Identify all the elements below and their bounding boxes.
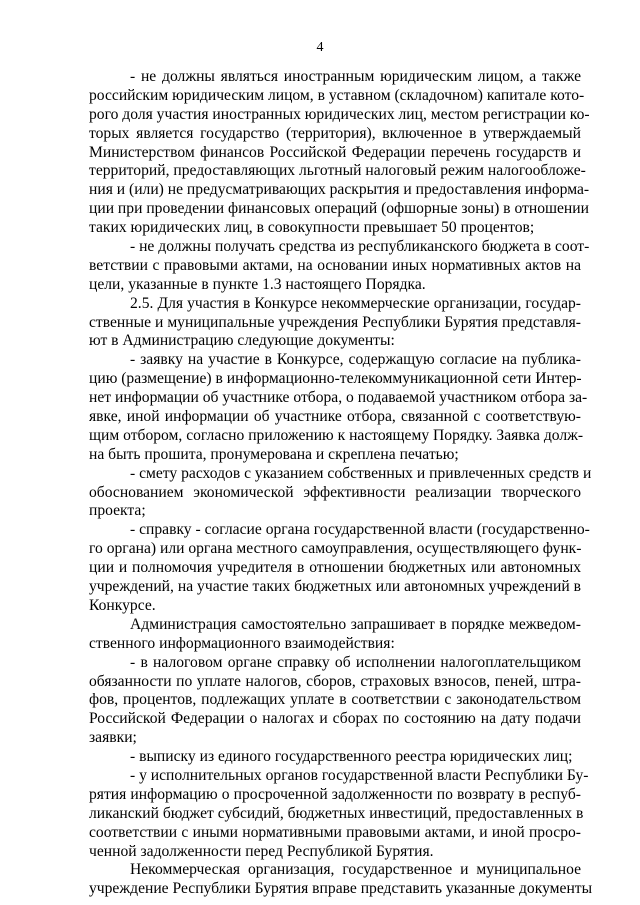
text-line: ченной задолженности перед Республикой Бурятия. [89,842,434,860]
text-line: - у исполнительных органов государственной власти Республики Бу- [130,766,589,784]
text-line: ственные и муниципальные учреждения Республики Бурятия представля- [89,313,581,331]
text-line: го органа) или органа местного самоуправления, осуществляющего функ- [89,540,582,558]
text-line: ния и (или) не предусматривающих раскрытия и предоставления информа- [89,181,590,199]
text-line: рого доля участия иностранных юридических лиц, местом регистрации ко- [89,105,590,123]
text-line: таких юридических лиц, в совокупности превышает 50 процентов; [89,219,535,237]
text-line: ликанский бюджет субсидий, бюджетных инвестиций, предоставленных в [89,804,584,822]
text-line: ственного информационного взаимодействия: [89,634,395,652]
text-line: российским юридическим лицом, в уставном (складочном) капитале кото- [89,86,585,104]
text-line: Конкурсе. [89,596,156,614]
text-line: на быть прошита, пронумерована и скреплена печатью; [89,445,459,463]
text-line: 2.5. Для участия в Конкурсе некоммерческие организации, государ- [130,294,581,312]
text-line: территорий, предоставляющих льготный налоговый режим налогообложе- [89,162,586,180]
text-line: ют в Администрацию следующие документы: [89,332,395,350]
text-line: - не должны являться иностранным юридическим лицом, а также [130,68,581,85]
text-line: торых является государство (территория), включенное в утверждаемый [89,124,581,142]
text-line: цели, указанные в пункте 1.3 настоящего Порядка. [89,275,426,293]
text-line: Российской Федерации о налогах и сборах по состоянию на дату подачи [89,710,581,728]
text-line: Администрация самостоятельно запрашивает в порядке межведом- [130,615,581,633]
text-line: - справку - согласие органа государственной власти (государственно- [130,521,590,539]
text-line: Некоммерческая организация, государственное и муниципальное [130,861,581,879]
text-line: обязанности по уплате налогов, сборов, страховых взносов, пеней, штра- [89,672,581,690]
text-line: - не должны получать средства из республиканского бюджета в соот- [130,238,590,256]
text-line: цию (размещение) в информационно-телекоммуникационной сети Интер- [89,370,582,388]
text-line: проекта; [89,502,146,520]
text-line: ветствии с правовыми актами, на основании иных нормативных актов на [89,256,581,274]
text-line: - заявку на участие в Конкурсе, содержащую согласие на публика- [130,351,581,369]
text-line: обоснованием экономической эффективности реализации творческого [89,483,581,501]
text-line: заявки; [89,729,137,747]
text-line: фов, процентов, подлежащих уплате в соответствии с законодательством [89,691,581,709]
document-body-text [89,68,593,899]
text-line: учреждение Республики Бурятия вправе представить указанные документы [89,880,593,898]
text-line: - выписку из единого государственного реестра юридических лиц; [130,748,573,766]
page-number: 4 [316,40,324,55]
text-line: - в налоговом органе справку об исполнении налогоплательщиком [130,653,581,671]
text-line: ции при проведении финансовых операций (офшорные зоны) в отношении [89,200,589,218]
text-line: учреждений, на участие таких бюджетных или автономных учреждений в [89,578,581,596]
text-line: нет информации об участнике отбора, о подаваемой участником отбора за- [89,389,588,407]
text-line: явке, иной информации об участнике отбора, связанной с соответствую- [89,408,581,426]
text-line: щим отбором, согласно приложению к настоящему Порядку. Заявка долж- [89,426,584,444]
text-line: соответствии с иными нормативными правовыми актами, и иной просро- [89,823,581,841]
text-line: рятия информацию о просроченной задолженности по возврату в респуб- [89,785,581,803]
text-line: Министерством финансов Российской Федерации перечень государств и [89,143,581,161]
text-line: ции и полномочия учредителя в отношении бюджетных или автономных [89,559,581,577]
text-line: - смету расходов с указанием собственных и привлеченных средств и [130,464,592,482]
